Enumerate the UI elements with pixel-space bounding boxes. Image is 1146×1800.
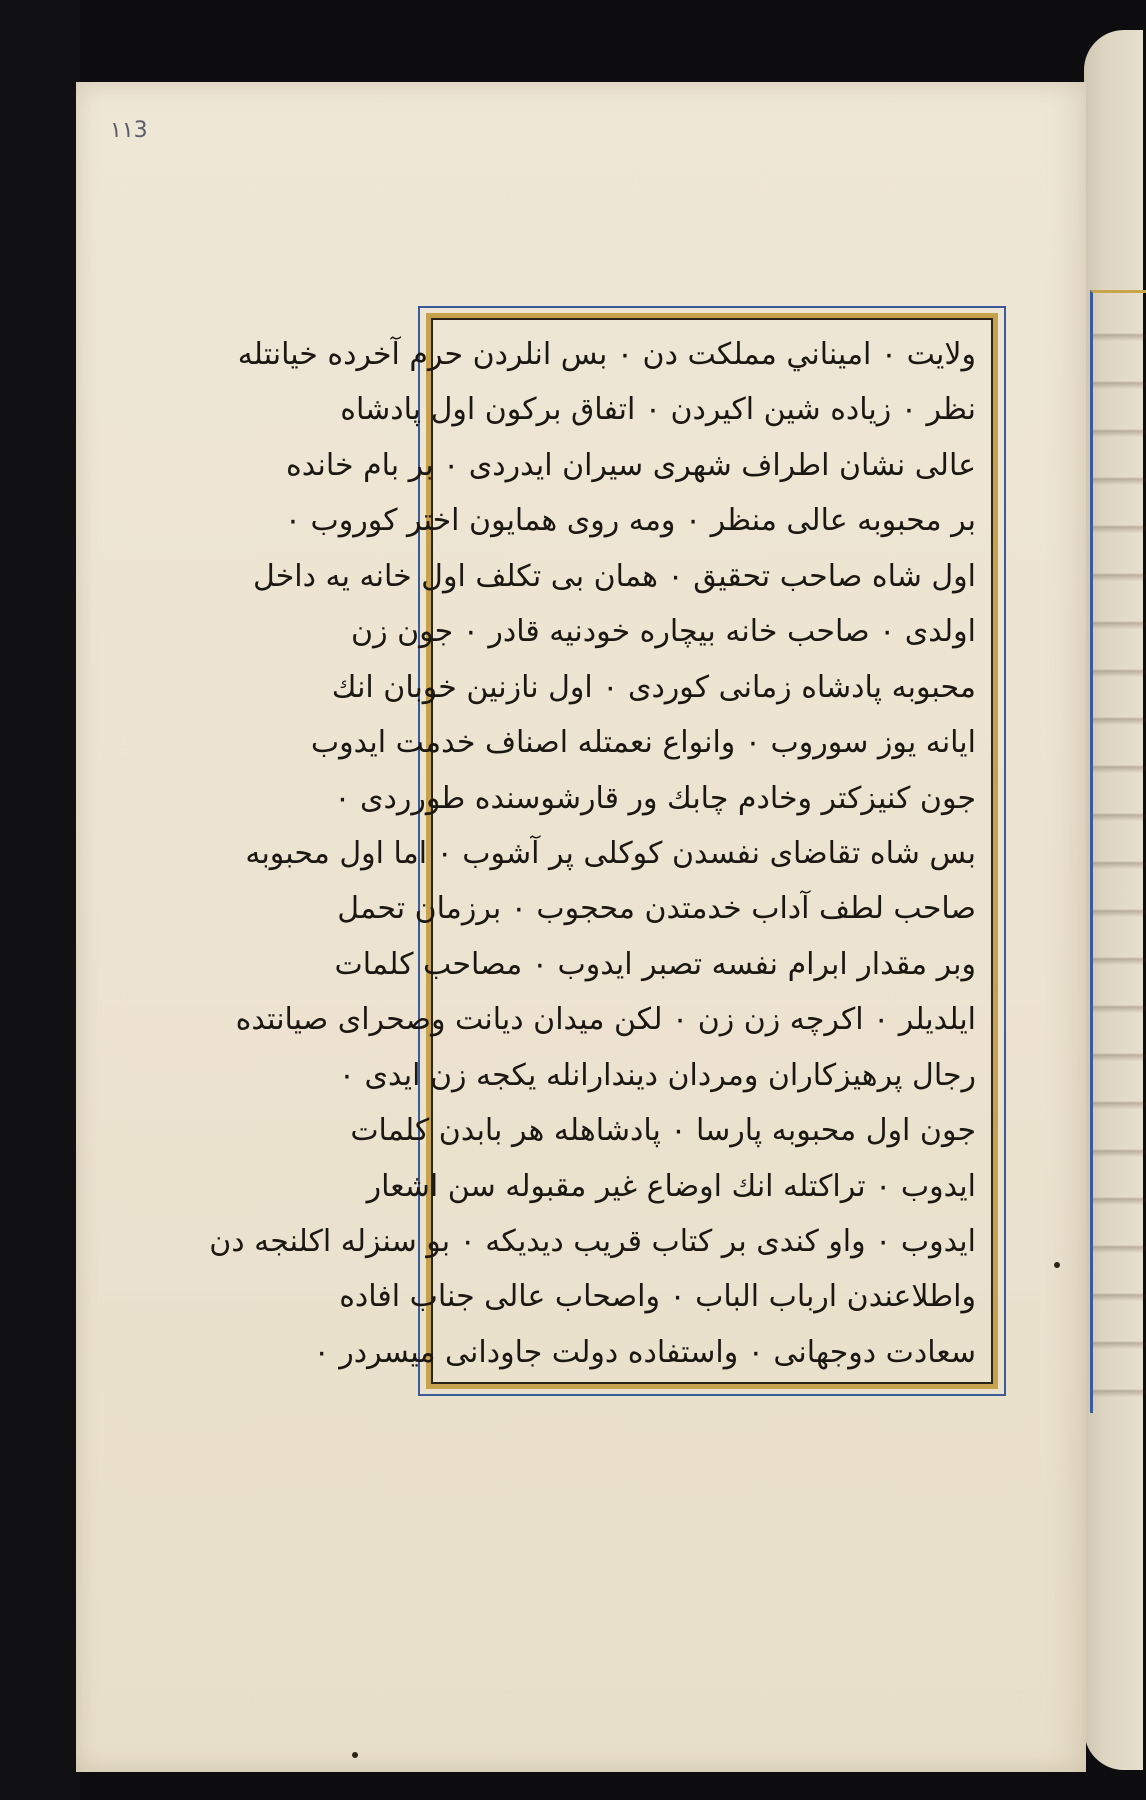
text-line: محبوبه پادشاه زمانى كوردى ۰ اول نازنين خوبان انك <box>331 669 976 705</box>
background-left <box>0 0 80 1800</box>
margin-mark <box>352 1752 358 1758</box>
text-line: وبر مقدار ابرام نفسه تصبر ايدوب ۰ مصاحب كلمات <box>334 946 976 982</box>
text-line: واطلاعندن ارباب الباب ۰ واصحاب عالى جناب افاده <box>339 1279 976 1315</box>
text-line: صاحب لطف آداب خدمتدن محجوب ۰ برزمان تحمل <box>337 891 976 927</box>
text-line: بر محبوبه عالى منظر ۰ ومه روى همايون اختر كوروب ۰ <box>284 503 976 539</box>
text-line: نظر ۰ زياده شين اكيردن ۰ اتفاق بركون اول پادشاه <box>340 392 976 428</box>
text-block <box>209 324 988 1378</box>
text-line: اول شاه صاحب تحقيق ۰ همان بى تكلف اول خانه يه داخل <box>253 558 976 594</box>
text-line: سعادت دوجهانى ۰ واستفاده دولت جاودانى ميسردر ۰ <box>313 1334 976 1370</box>
folio-number: ١١3 <box>110 118 148 143</box>
text-line: بس شاه تقاضاى نفسدن كوكلى پر آشوب ۰ اما اول محبوبه <box>245 835 976 871</box>
text-line: ايدوب ۰ تراكتله انك اوضاع غير مقبوله سن اشعار <box>366 1168 976 1204</box>
text-line: ايلديلر ۰ اكرچه زن زن ۰ لكن ميدان ديانت وصحراى صيانتده <box>235 1002 976 1038</box>
margin-mark <box>1054 1262 1060 1268</box>
text-line: ولايت ۰ اميناني مملكت دن ۰ بس انلردن حرم آخرده خيانتله <box>237 337 976 372</box>
text-line: ايانه يوز سوروب ۰ وانواع نعمتله اصناف خدمت ايدوب <box>310 725 976 761</box>
next-page-text-frame <box>1090 290 1146 1413</box>
text-line: رجال پرهيزكاران ومردان ديندارانله يكجه زن ايدى ۰ <box>338 1057 976 1093</box>
text-line: اولدى ۰ صاحب خانه بيچاره خودنيه قادر ۰ جون زن <box>351 614 976 650</box>
text-line: جون اول محبوبه پارسا ۰ پادشاهله هر بابدن كلمات <box>350 1113 976 1149</box>
text-line: عالى نشان اطراف شهرى سيران ايدردى ۰ بر بام خانده <box>286 447 976 483</box>
text-line: جون كنيزكتر وخادم چابك ور قارشوسنده طورردى ۰ <box>334 780 976 816</box>
text-line: ايدوب ۰ واو كندى بر كتاب قريب ديديكه ۰ بو سنزله اكلنجه دن <box>209 1224 976 1259</box>
